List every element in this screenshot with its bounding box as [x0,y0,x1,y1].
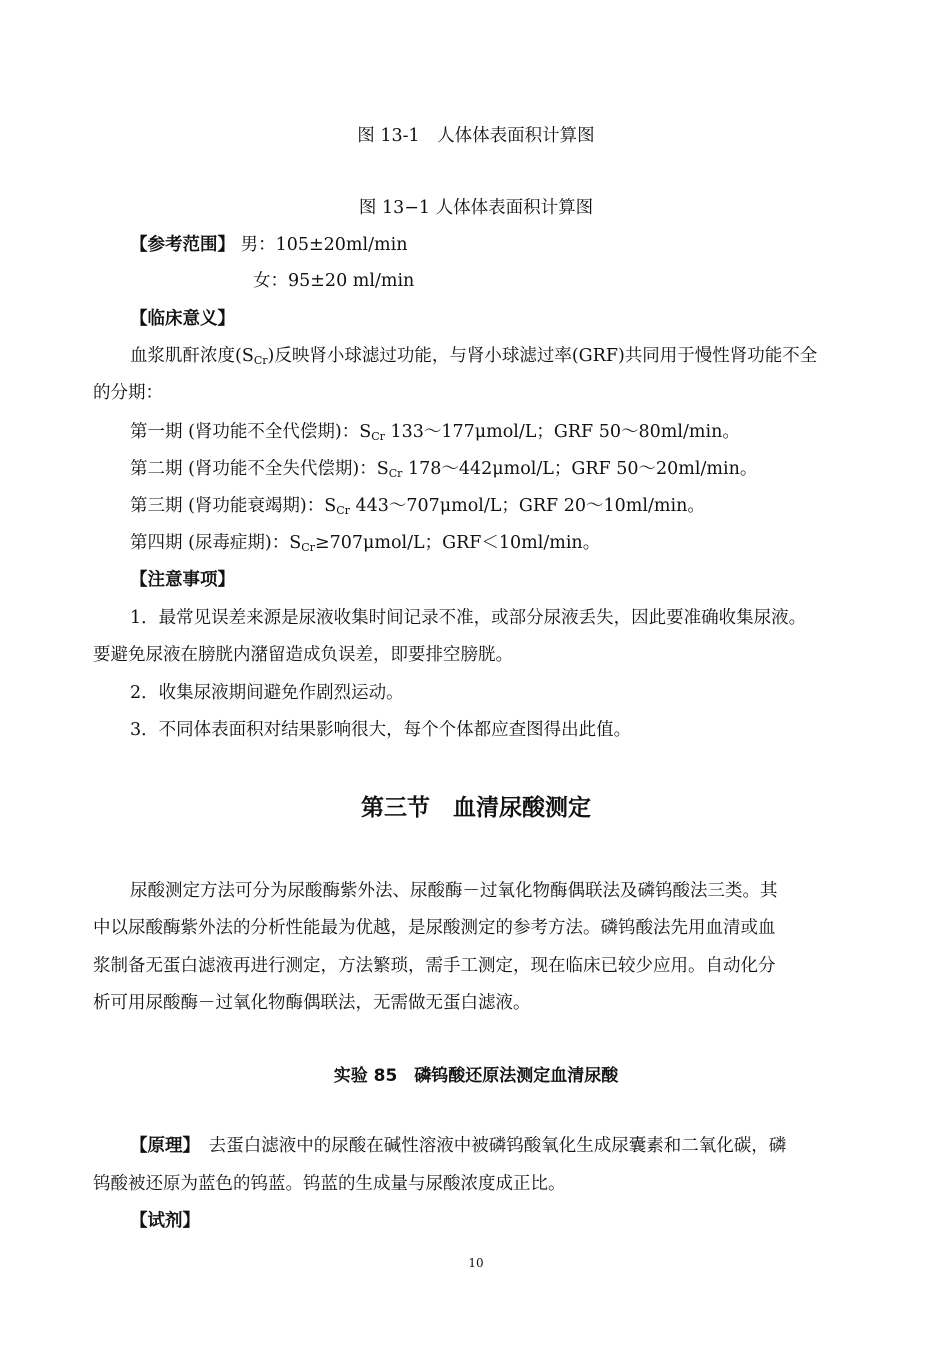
section-title: 第三节 血清尿酸测定 [361,795,591,821]
clinical-significance-label: 【临床意义】 [130,309,235,329]
clinical-intro-text-a: 血浆肌酐浓度(S [130,346,254,366]
clinical-intro-text-b: )反映肾小球滤过功能，与肾小球滤过率(GRF)共同用于慢性肾功能不全 [267,346,818,366]
section-para-line2: 中以尿酸酶紫外法的分析性能最为优越，是尿酸测定的参考方法。磷钨酸法先用血清或血 [93,918,776,938]
stage-1-text-a: 第一期 (肾功能不全代偿期)：S [130,422,372,442]
stage-1 [130,420,740,449]
note-2: 2．收集尿液期间避免作剧烈运动。 [130,683,404,703]
principle-line1 [130,1134,786,1158]
stage-3-text-b: 443～707μmol/L；GRF 20～10ml/min。 [349,496,705,516]
stage-4 [130,531,600,560]
stage-4-text-a: 第四期 (尿毒症期)：S [130,533,302,553]
note-1-line1: 1．最常见误差来源是尿液收集时间记录不准，或部分尿液丢失，因此要准确收集尿液。 [130,608,807,628]
stage-2-sub: Cr [388,467,403,480]
page-number: 10 [468,1256,484,1270]
clinical-intro-line2: 的分期： [93,383,163,403]
stage-1-sub: Cr [371,430,385,443]
figure-caption-2: 图 13−1 人体体表面积计算图 [358,198,594,218]
stage-2-text-b: 178～442μmol/L；GRF 50～20ml/min。 [402,459,758,479]
reference-range-male [130,233,407,257]
note-3: 3．不同体表面积对结果影响很大，每个个体都应查图得出此值。 [130,720,632,740]
principle-line2: 钨酸被还原为蓝色的钨蓝。钨蓝的生成量与尿酸浓度成正比。 [93,1174,566,1194]
figure-caption-1: 图 13-1 人体体表面积计算图 [357,126,595,146]
stage-3 [130,494,705,523]
reference-range-label: 【参考范围】 [130,235,235,255]
note-1-line2: 要避免尿液在膀胱内潴留造成负误差，即要排空膀胱。 [93,645,513,665]
stage-3-sub: Cr [336,504,350,517]
principle-label: 【原理】 [130,1136,192,1156]
notes-label: 【注意事项】 [130,570,235,590]
reagents-label: 【试剂】 [130,1211,200,1231]
experiment-title: 实验 85 磷钨酸还原法测定血清尿酸 [333,1066,619,1086]
principle-text-1: 去蛋白滤液中的尿酸在碱性溶液中被磷钨酸氧化生成尿囊素和二氧化碳，磷 [191,1136,787,1156]
clinical-intro-line1 [130,344,817,373]
section-para-line1: 尿酸测定方法可分为尿酸酶紫外法、尿酸酶－过氧化物酶偶联法及磷钨酸法三类。其 [130,881,778,901]
stage-2 [130,457,757,486]
clinical-intro-sub: Cr [253,354,268,367]
section-para-line4: 析可用尿酸酶－过氧化物酶偶联法，无需做无蛋白滤液。 [93,993,531,1013]
section-para-line3: 浆制备无蛋白滤液再进行测定，方法繁琐，需手工测定，现在临床已较少应用。自动化分 [93,956,776,976]
stage-4-sub: Cr [301,541,315,554]
reference-range-female: 女：95±20 ml/min [253,271,415,291]
stage-4-text-b: ≥707μmol/L；GRF＜10ml/min。 [314,533,601,553]
stage-2-text-a: 第二期 (肾功能不全失代偿期)：S [130,459,389,479]
reference-range-male-value: 男：105±20ml/min [240,235,408,255]
stage-1-text-b: 133～177μmol/L；GRF 50～80ml/min。 [384,422,740,442]
stage-3-text-a: 第三期 (肾功能衰竭期)：S [130,496,337,516]
